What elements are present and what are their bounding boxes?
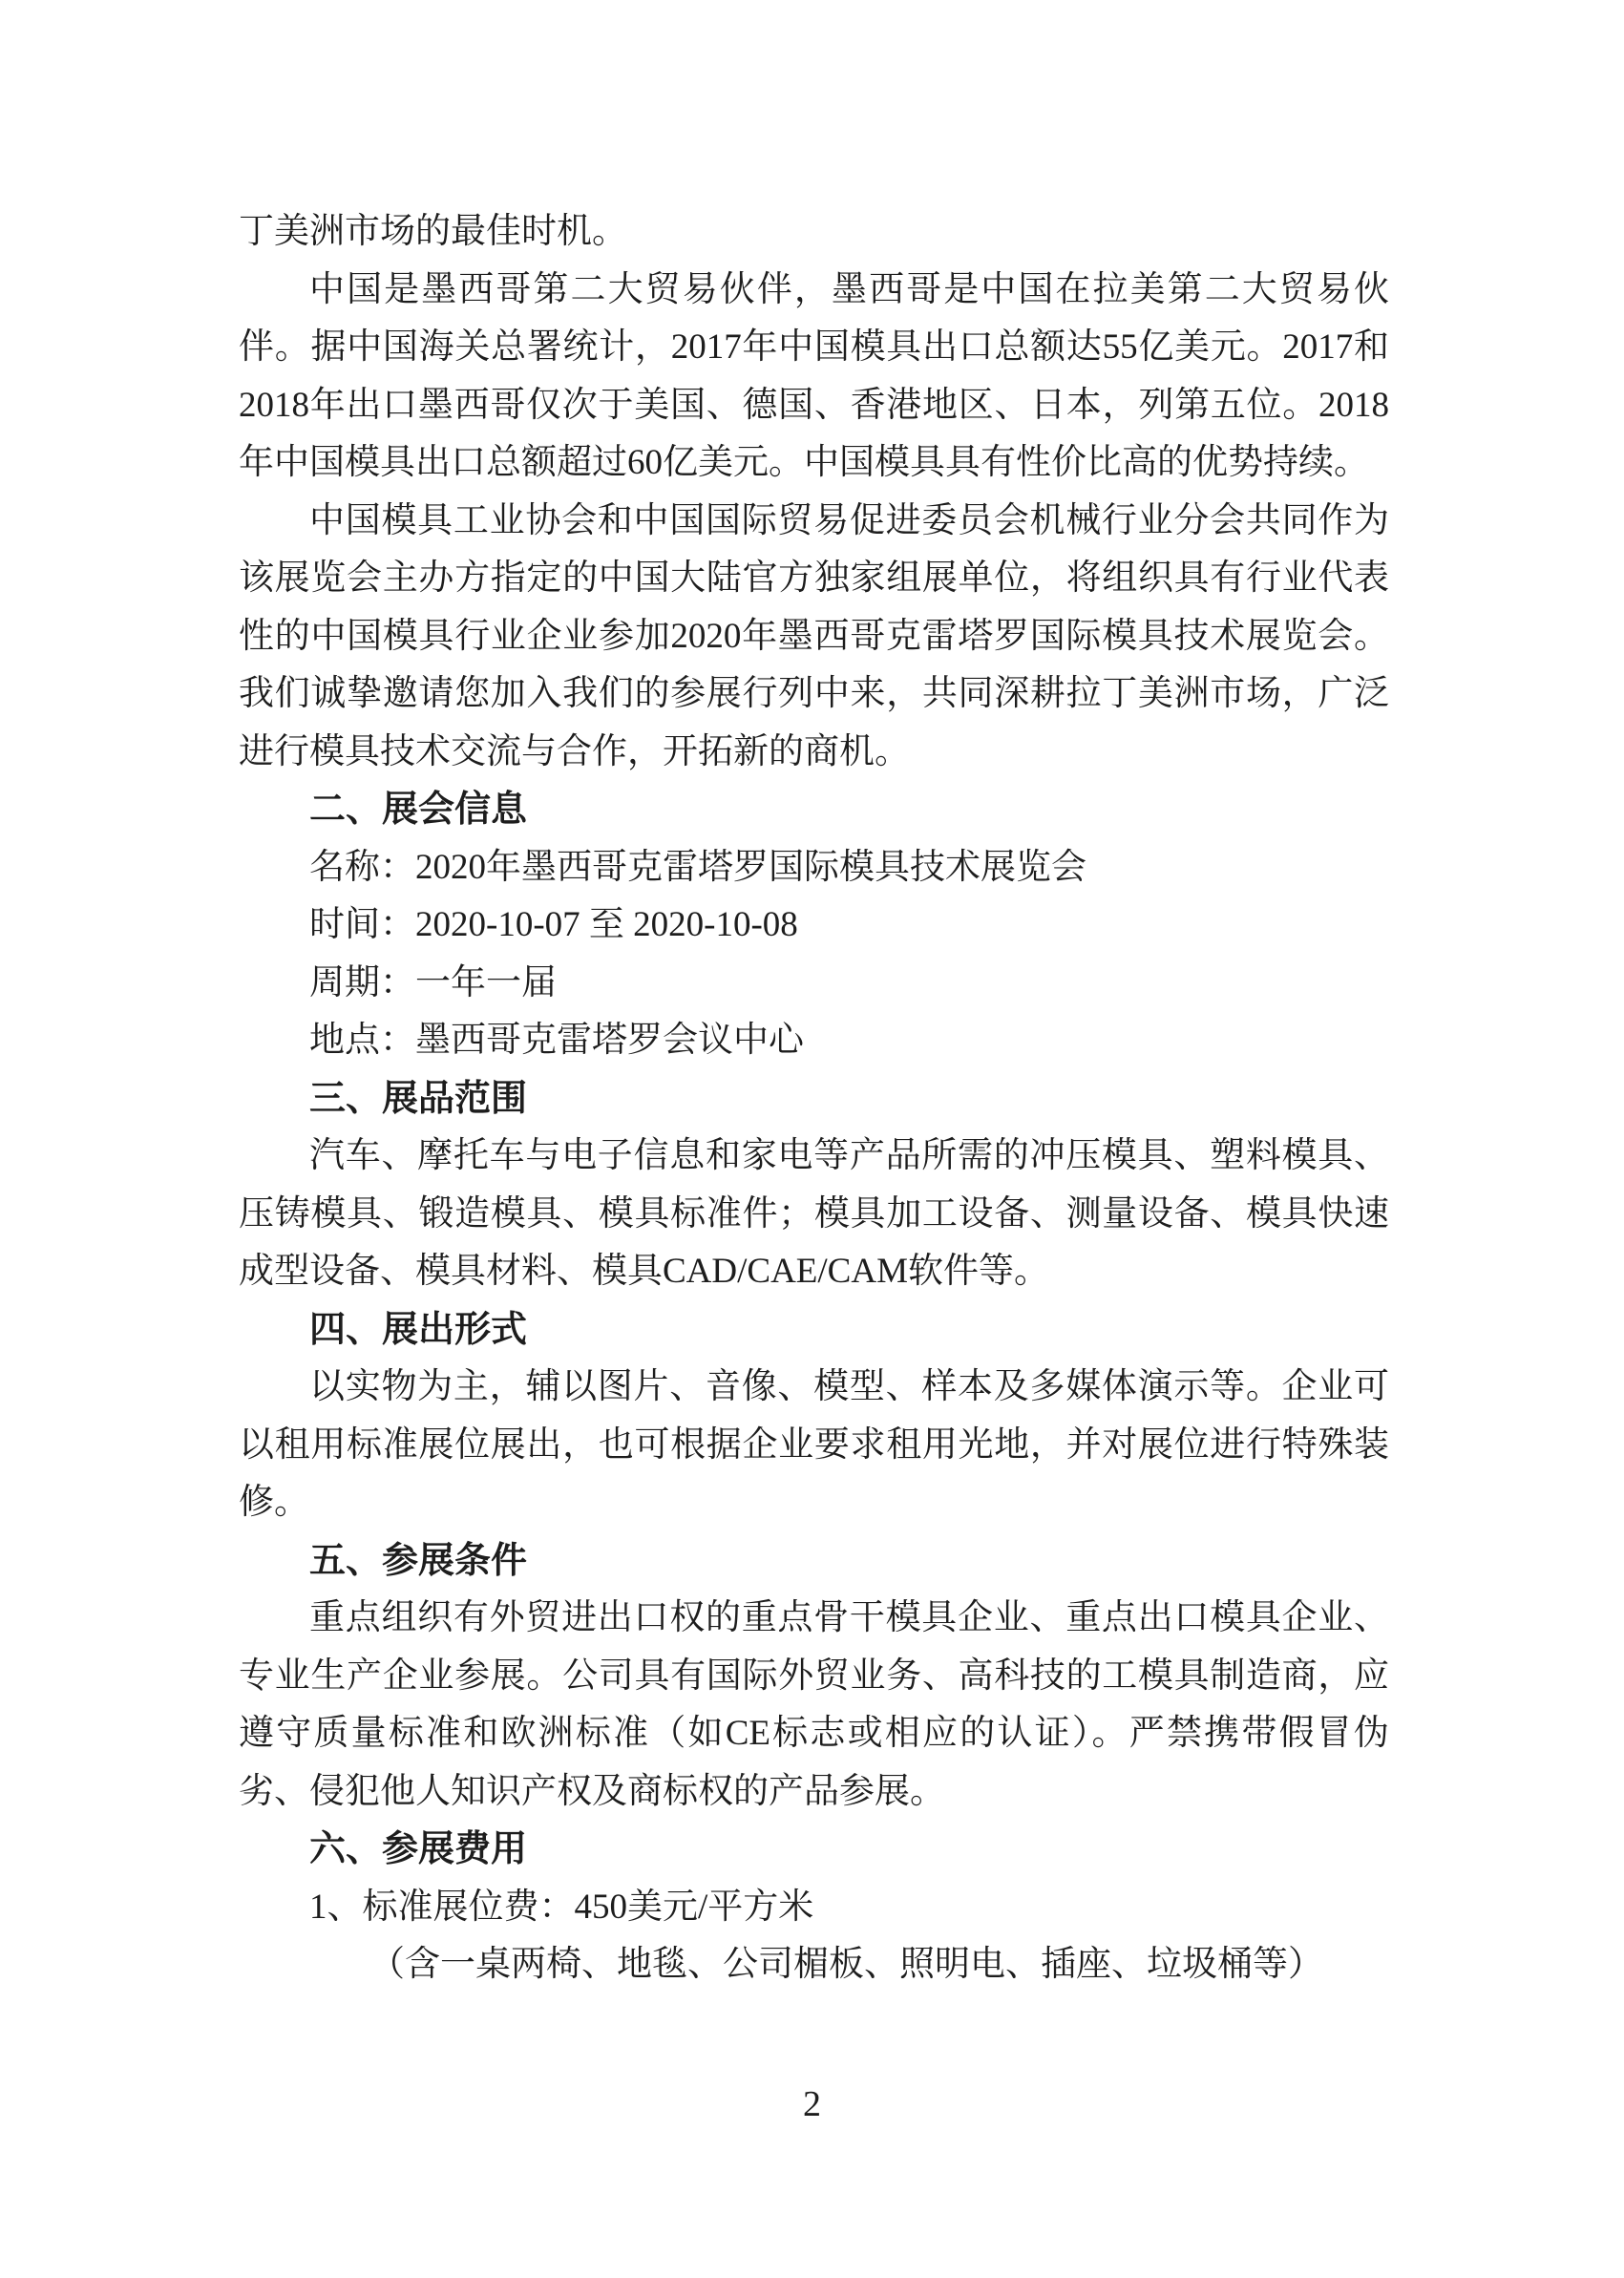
section-heading: 四、展出形式 [309, 1309, 528, 1350]
info-line: 周期：一年一届 [309, 962, 557, 1002]
page-number: 2 [803, 2084, 821, 2124]
paragraph-continuation: 丁美洲市场的最佳时机。 [239, 212, 627, 251]
paragraph: 重点组织有外贸进出口权的重点骨干模具企业、重点出口模具企业、专业生产企业参展。公司具有国际外贸业务、高科技的工模具制造商，应遵守质量标准和欧洲标准（如CE标志或相应的认证）。严禁携带假冒伪劣、侵犯他人知识产权及商标权的产品参展。 [239, 1598, 1389, 1811]
section-heading: 五、参展条件 [309, 1540, 528, 1581]
fee-item: 1、标准展位费：450美元/平方米 [309, 1887, 814, 1927]
document-body [239, 203, 1389, 1994]
fee-note: （含一桌两椅、地毯、公司楣板、照明电、插座、垃圾桶等） [369, 1945, 1323, 1984]
info-line: 名称：2020年墨西哥克雷塔罗国际模具技术展览会 [309, 847, 1086, 887]
paragraph: 汽车、摩托车与电子信息和家电等产品所需的冲压模具、塑料模具、压铸模具、锻造模具、模具标准件；模具加工设备、测量设备、模具快速成型设备、模具材料、模具CAD/CAE/CAM软件等。 [239, 1136, 1389, 1291]
paragraph: 中国模具工业协会和中国国际贸易促进委员会机械行业分会共同作为该展览会主办方指定的中国大陆官方独家组展单位，将组织具有行业代表性的中国模具行业企业参加2020年墨西哥克雷塔罗国际模具技术展览会。我们诚挚邀请您加入我们的参展行列中来，共同深耕拉丁美洲市场，广泛进行模具技术交流与合作，开拓新的商机。 [239, 500, 1389, 771]
info-line: 时间：2020-10-07 至 2020-10-08 [309, 905, 798, 944]
section-heading: 三、展品范围 [309, 1078, 528, 1119]
info-line: 地点：墨西哥克雷塔罗会议中心 [309, 1021, 804, 1060]
paragraph: 中国是墨西哥第二大贸易伙伴，墨西哥是中国在拉美第二大贸易伙伴。据中国海关总署统计，2017年中国模具出口总额达55亿美元。2017和2018年出口墨西哥仅次于美国、德国、香港地区、日本，列第五位。2018年中国模具出口总额超过60亿美元。中国模具具有性价比高的优势持续。 [239, 269, 1389, 482]
section-heading: 六、参展费用 [309, 1829, 528, 1869]
paragraph: 以实物为主，辅以图片、音像、模型、样本及多媒体演示等。企业可以租用标准展位展出，也可根据企业要求租用光地，并对展位进行特殊装修。 [239, 1367, 1389, 1522]
section-heading: 二、展会信息 [309, 790, 528, 830]
